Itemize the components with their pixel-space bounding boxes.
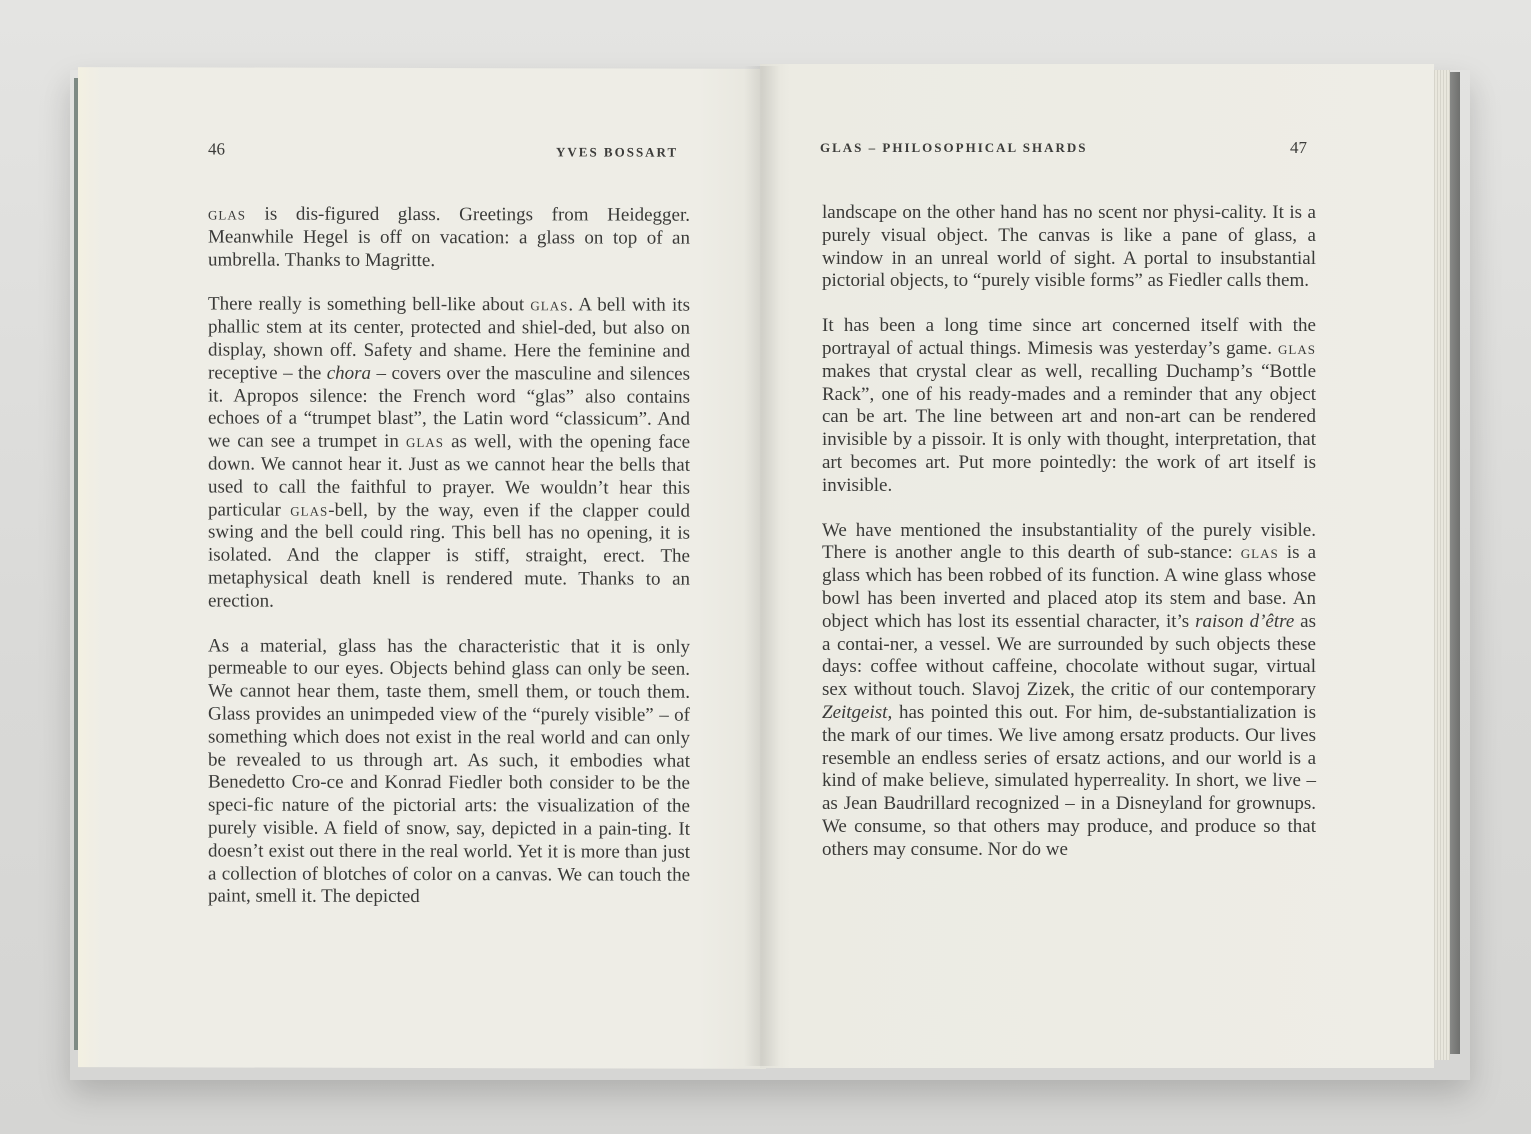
text-run: is dis-figured glass. Greetings from Heidegger. Meanwhile Hegel is off on vacation: a glass on top of an umbrella. Thanks to Magritte. xyxy=(208,203,690,271)
text-run: landscape on the other hand has no scent nor physi-cality. It is a purely visual object. The canvas is like a pane of glass, a window in an unreal world of sight. A portal to insubstantial pictorial objects, to “purely visible forms” as Fiedler calls them. xyxy=(822,202,1316,292)
right_page-paragraph xyxy=(822,202,1316,293)
left_page-paragraph xyxy=(208,635,690,910)
left-running-head: YVES BOSSART xyxy=(556,144,679,160)
text-run: – covers over the masculine and silences it. Apropos silence: the French word “glas” also contains echoes of a “trumpet blast”, the Latin word “classicum”. And we can see a trumpet in xyxy=(208,362,690,453)
italic-term: chora xyxy=(326,362,372,384)
small-caps-glas: glas xyxy=(1278,337,1316,359)
left-body-text xyxy=(208,203,690,931)
italic-term: Zeitgeist xyxy=(822,701,888,723)
right-body-text xyxy=(822,202,1316,884)
right_page-paragraph xyxy=(822,315,1316,497)
text-run: . A bell with its phallic stem at its center, protected and shiel-ded, but also on display, shown off. Safety and shame. Here the feminine and receptive – the xyxy=(208,294,690,384)
text-run: We have mentioned the insubstantiality of the purely visible. There is another angle to this dearth of sub-stance: xyxy=(822,519,1316,564)
left-page xyxy=(78,67,766,1069)
right-page-number: 47 xyxy=(1290,138,1307,157)
text-run: as well, with the opening face down. We cannot hear it. Just as we cannot hear the bells that used to call the faithful to prayer. We wouldn’t hear this particular xyxy=(208,431,691,521)
right-running-head: GLAS – PHILOSOPHICAL SHARDS xyxy=(820,140,1088,155)
right-page xyxy=(760,64,1434,1068)
right_page-paragraph xyxy=(822,520,1316,862)
small-caps-glas: glas xyxy=(530,294,569,316)
small-caps-glas: glas xyxy=(290,499,329,521)
left_page-paragraph xyxy=(208,203,690,273)
text-run: It has been a long time since art concerned itself with the portrayal of actual things. Mimesis was yesterday’s game. xyxy=(822,315,1316,359)
left-page-number: 46 xyxy=(208,139,225,159)
text-run: -bell, by the way, even if the clapper could swing and the bell could ring. This bell has no opening, it is isolated. And the clapper is stiff, straight, erect. The metaphysical death knell is rendered mute. Thanks to an erection. xyxy=(208,499,690,612)
text-run: As a material, glass has the characteristic that it is only permeable to our eyes. Objects behind glass can only be seen. We cannot hear them, taste them, smell them, or touch them. Glass provides an unimpeded view of the “purely visible” – of something which does not exist in the real world and can only be revealed to us through art. As such, it embodies what Benedetto Cro-ce and Konrad Fiedler both consider to be the speci-fic nature of the pictorial arts: the visualization of the purely visible. A field of snow, say, depicted in a pain-ting. It doesn’t exist out there in the real world. Yet it is more than just a collection of blotches of color on a canvas. We can touch the paint, smell it. The depicted xyxy=(208,634,690,908)
left_page-paragraph xyxy=(208,294,690,614)
text-run: There really is something bell-like about xyxy=(208,293,531,316)
small-caps-glas: glas xyxy=(1240,542,1279,564)
page-block-edges xyxy=(1432,70,1450,1060)
small-caps-glas: glas xyxy=(208,203,246,225)
text-run: makes that crystal clear as well, recalling Duchamp’s “Bottle Rack”, one of his ready-mades and a reminder that any object can be art. The line between art and non-art can be rendered invisible by a pissoir. It is only with thought, interpretation, that art becomes art. Put more pointedly: the work of art itself is invisible. xyxy=(822,360,1316,496)
small-caps-glas: glas xyxy=(406,431,444,453)
text-run: , has pointed this out. For him, de-substantialization is the mark of our times. We live among ersatz products. Our lives resemble an endless series of ersatz actions, and our world is a kind of make believe, simulated hyperreality. In short, we live – as Jean Baudrillard recognized – in a Disneyland for grownups. We consume, so that others may produce, and produce so that others may consume. Nor do we xyxy=(822,701,1316,860)
italic-term: raison d’être xyxy=(1195,610,1295,632)
text-run: as a contai-ner, a vessel. We are surrounded by such objects these days: coffee without caffeine, chocolate without sugar, virtual sex without touch. Slavoj Zizek, the critic of our contemporary xyxy=(822,610,1316,701)
text-run: is a glass which has been robbed of its function. A wine glass whose bowl has been inverted and placed atop its stem and base. An object which has lost its essential character, it’s xyxy=(822,542,1317,632)
book-gutter xyxy=(744,66,780,1066)
